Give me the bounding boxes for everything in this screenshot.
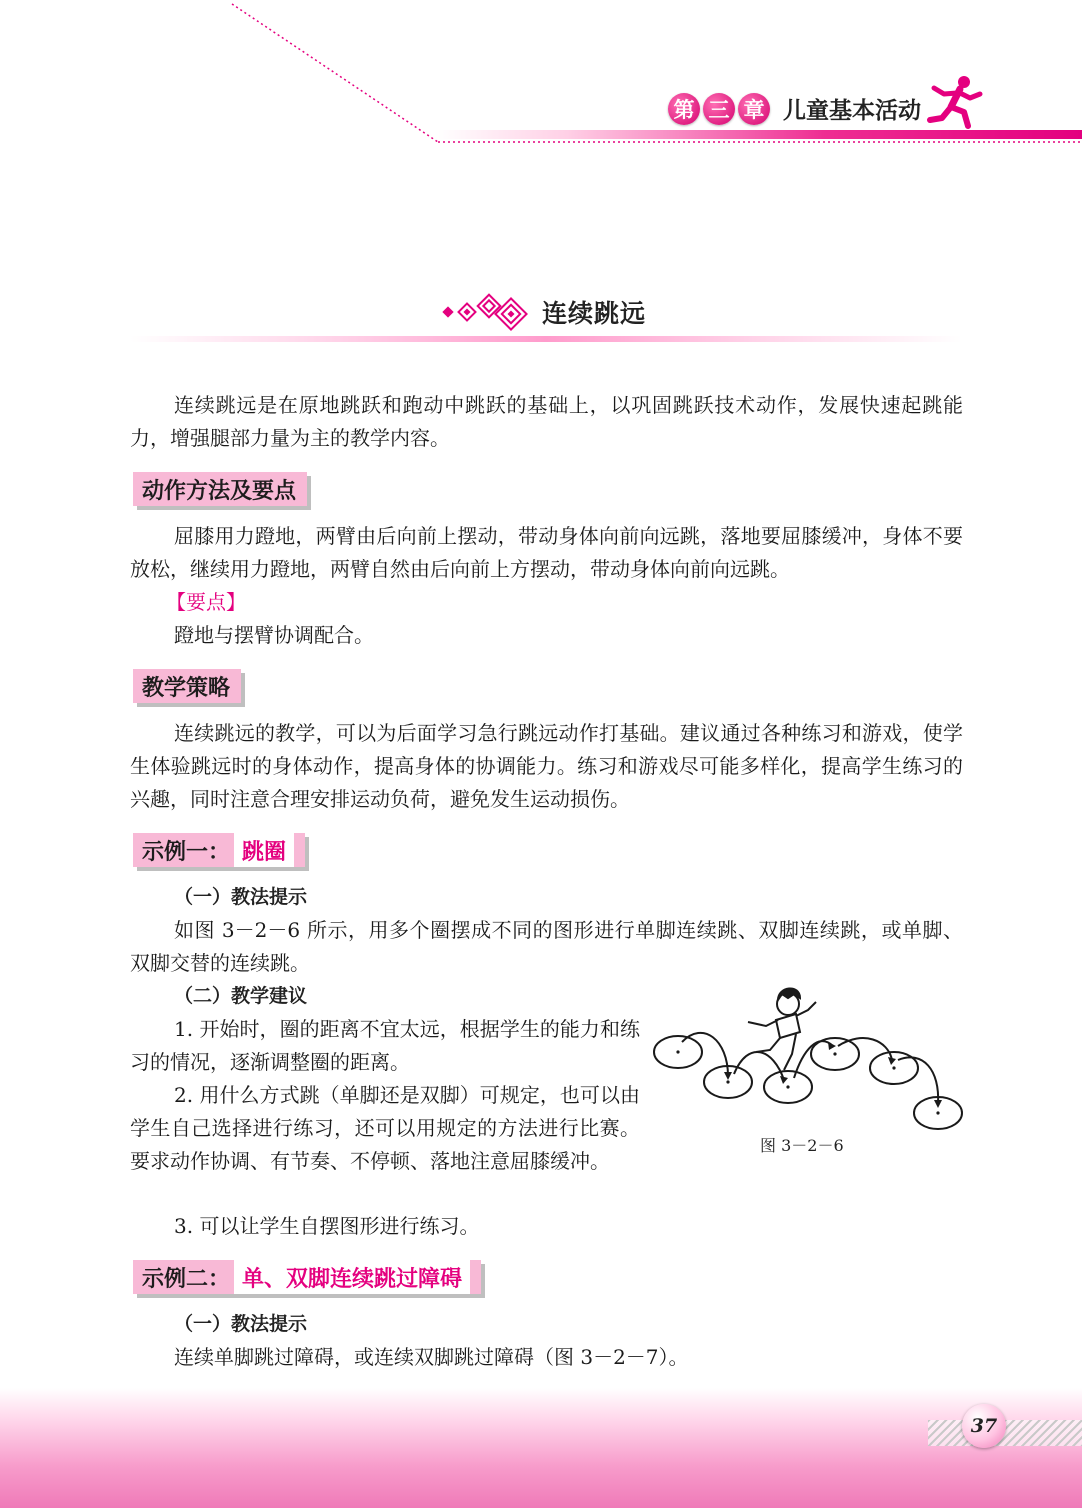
chapter-char: 三 <box>703 93 735 125</box>
method-paragraph: 屈膝用力蹬地，两臂由后向前上摆动，带动身体向前向远跳，落地要屈膝缓冲，身体不要放松，继续用力蹬地，两臂自然由后向前上方摆动，带动身体向前向远跳。 <box>130 524 963 581</box>
page-number: 37 <box>962 1404 1006 1448</box>
figure-caption: 图 3－2－6 <box>760 1136 844 1155</box>
example2-name: 单、双脚连续跳过障碍 <box>234 1260 470 1294</box>
strategy-heading-text: 教学策略 <box>142 675 231 701</box>
section-title <box>438 292 646 332</box>
section-title-text: 连续跳远 <box>542 299 647 328</box>
key-text: 蹬地与摆臂协调配合。 <box>174 623 374 647</box>
chapter-char: 章 <box>738 93 770 125</box>
example1-sub1: （一）教法提示 <box>174 886 308 908</box>
footer-band <box>0 1388 1082 1508</box>
intro-paragraph: 连续跳远是在原地跳跃和跑动中跳跃的基础上，以巩固跳跃技术动作，发展快速起跳能力，增强腿部力量为主的教学内容。 <box>130 393 963 450</box>
example2-label: 示例二： <box>142 1266 231 1292</box>
example2-heading <box>133 1260 481 1294</box>
example1-sub2: （二）教学建议 <box>174 985 308 1007</box>
chapter-char: 第 <box>668 93 700 125</box>
example1-sub1-text: 如图 3－2－6 所示，用多个圈摆成不同的图形进行单脚连续跳、双脚连续跳，或单脚、双脚交替的连续跳。 <box>130 918 963 975</box>
example1-item3: 3. 可以让学生自摆图形进行练习。 <box>174 1214 480 1238</box>
hoop-jumping-figure <box>648 980 968 1130</box>
header-dotted-line <box>0 0 1082 150</box>
chapter-heading <box>668 92 921 125</box>
chapter-title: 儿童基本活动 <box>783 97 921 124</box>
example2-sub1: （一）教法提示 <box>174 1313 308 1335</box>
example1-name: 跳圈 <box>234 833 294 867</box>
example1-item1: 1. 开始时，圈的距离不宜太远，根据学生的能力和练习的情况，逐渐调整圈的距离。 <box>130 1017 640 1074</box>
runner-icon <box>924 74 988 132</box>
strategy-paragraph: 连续跳远的教学，可以为后面学习急行跳远动作打基础。建议通过各种练习和游戏，使学生体验跳远时的身体动作，提高身体的协调能力。练习和游戏尽可能多样化，提高学生练习的兴趣，同时注意合理安排运动负荷，避免发生运动损伤。 <box>130 721 963 811</box>
example1-item2: 2. 用什么方式跳（单脚还是双脚）可规定，也可以由学生自己选择进行练习，还可以用规定的方法进行比赛。要求动作协调、有节奏、不停顿、落地注意屈膝缓冲。 <box>130 1083 640 1173</box>
section-underline <box>130 336 962 342</box>
method-heading-text: 动作方法及要点 <box>142 478 297 504</box>
example2-sub1-text: 连续单脚跳过障碍，或连续双脚跳过障碍（图 3－2－7）。 <box>174 1345 689 1369</box>
example1-label: 示例一： <box>142 839 231 865</box>
diamond-ornament-icon <box>438 292 530 332</box>
strategy-heading <box>133 669 241 703</box>
method-heading <box>133 472 307 506</box>
example1-heading <box>133 833 305 867</box>
key-label: 【要点】 <box>166 590 246 614</box>
